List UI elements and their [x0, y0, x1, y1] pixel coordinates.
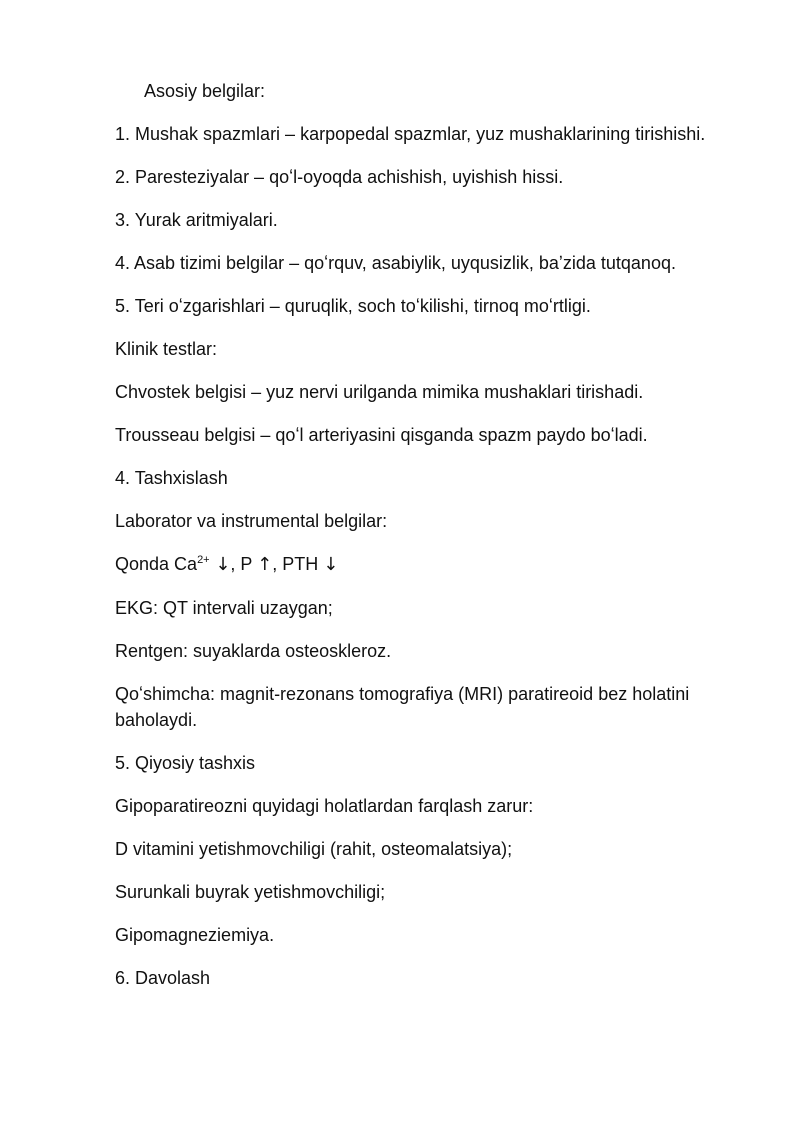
sign-item: 2. Paresteziyalar – qoʻl-oyoqda achishish, uyishish hissi.: [115, 167, 564, 187]
clinical-test-item: Chvostek belgisi – yuz nervi urilganda mimika mushaklari tirishadi.: [115, 382, 644, 402]
lab-line: Qoʻshimcha: magnit-rezonans tomografiya (MRI) paratireoid bez holatini baholaydi.: [115, 684, 690, 730]
arrow-down-icon: ↓: [209, 554, 231, 575]
heading-main-signs: Asosiy belgilar:: [144, 81, 266, 101]
section-heading-treatment: 6. Davolash: [115, 968, 211, 988]
section-heading-diagnosis: 4. Tashxislash: [115, 468, 228, 488]
differential-item: Surunkali buyrak yetishmovchiligi;: [115, 882, 386, 902]
clinical-test-item: Trousseau belgisi – qoʻl arteriyasini qisganda spazm paydo boʻladi.: [115, 425, 648, 445]
heading-lab-signs: Laborator va instrumental belgilar:: [115, 511, 388, 531]
document-body: [115, 78, 755, 1008]
differential-intro: Gipoparatireozni quyidagi holatlardan farqlash zarur:: [115, 796, 534, 816]
lab-line: Rentgen: suyaklarda osteoskleroz.: [115, 641, 392, 661]
lab-mid-pth: , PTH: [272, 554, 324, 574]
differential-item: Gipomagneziemiya.: [115, 925, 275, 945]
calcium-charge: 2+: [197, 554, 210, 566]
lab-values-line: [115, 551, 755, 578]
arrow-down-icon: ↓: [323, 554, 339, 575]
arrow-up-icon: ↑: [257, 554, 273, 575]
differential-item: D vitamini yetishmovchiligi (rahit, osteomalatsiya);: [115, 839, 513, 859]
sign-item: 3. Yurak aritmiyalari.: [115, 210, 278, 230]
lab-line: EKG: QT intervali uzaygan;: [115, 598, 333, 618]
sign-item: 5. Teri oʻzgarishlari – quruqlik, soch toʻkilishi, tirnoq moʻrtligi.: [115, 296, 591, 316]
heading-clinical-tests: Klinik testlar:: [115, 339, 218, 359]
section-heading-differential: 5. Qiyosiy tashxis: [115, 753, 256, 773]
lab-prefix: Qonda Ca: [115, 554, 198, 574]
sign-item: 1. Mushak spazmlari – karpopedal spazmlar, yuz mushaklarining tirishishi.: [115, 124, 706, 144]
sign-item: 4. Asab tizimi belgilar – qoʻrquv, asabiylik, uyqusizlik, baʼzida tutqanoq.: [115, 253, 676, 273]
lab-mid-p: , P: [230, 554, 258, 574]
